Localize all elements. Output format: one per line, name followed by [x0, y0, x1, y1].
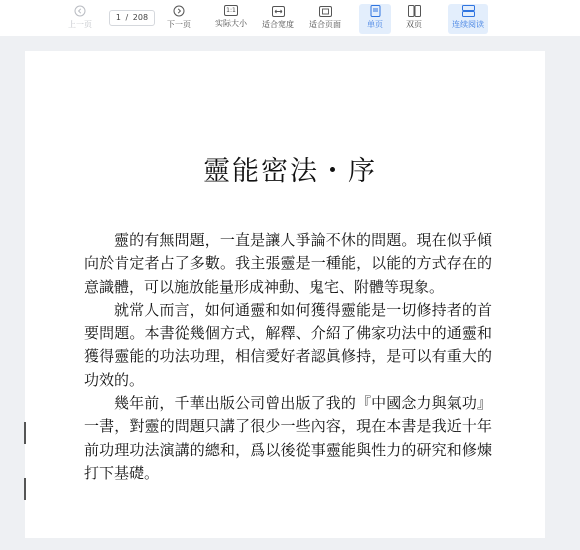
document-body [84, 229, 492, 485]
continuous-reading-icon [461, 5, 475, 17]
margin-mark [24, 478, 26, 500]
single-page-icon [368, 5, 382, 17]
actual-size-label: 实际大小 [215, 19, 247, 28]
chevron-up-icon [73, 5, 87, 17]
page-number-input[interactable] [109, 10, 155, 26]
double-page-label: 双页 [406, 20, 422, 29]
total-pages: 208 [132, 13, 149, 22]
paragraph-1: 靈的有無問題，一直是讓人爭論不休的問題。現在似乎傾向於肯定者占了多數。我主張靈是一種能，以能的方式存在的意識體，可以施放能量形成神動、鬼宅、附體等現象。 [84, 231, 492, 296]
fit-width-icon [271, 5, 285, 17]
toolbar [0, 0, 580, 36]
continuous-reading-button[interactable] [448, 4, 488, 34]
fit-page-icon [318, 5, 332, 17]
fit-page-button[interactable] [305, 4, 345, 34]
document-title: 靈能密法・序 [203, 156, 377, 187]
actual-size-icon [224, 5, 238, 16]
viewer-background [0, 538, 580, 550]
single-page-button[interactable] [359, 4, 391, 34]
fit-width-button[interactable] [258, 4, 298, 34]
next-page-label: 下一页 [167, 20, 191, 29]
paragraph-3: 幾年前，千華出版公司曾出版了我的『中國念力與氣功』一書，對靈的問題只講了很少一些內容，現在本書是我近十年前功理功法演講的總和，爲以後從事靈能與性力的研究和修煉打下基礎。 [84, 394, 492, 482]
paragraph-2: 就常人而言，如何通靈和如何獲得靈能是一切修持者的首要問題。本書從幾個方式，解釋、介紹了佛家功法中的通靈和獲得靈能的功法功理，相信愛好者認眞修持，是可以有重大的功效的。 [84, 300, 492, 389]
actual-size-button[interactable] [211, 4, 251, 34]
double-page-icon [407, 5, 421, 17]
actual-size-icon-text: 1:1 [226, 7, 236, 14]
fit-page-label: 适合页面 [309, 20, 341, 29]
single-page-label: 单页 [367, 20, 383, 29]
current-page: 1 [115, 13, 121, 22]
margin-mark [24, 422, 26, 444]
continuous-reading-label: 连续阅读 [452, 20, 484, 29]
double-page-button[interactable] [396, 4, 432, 34]
fit-width-label: 适合宽度 [262, 20, 294, 29]
chevron-right-icon [172, 5, 186, 17]
next-page-button[interactable] [159, 4, 199, 34]
page-separator: / [125, 13, 129, 22]
prev-page-label: 上一页 [68, 20, 92, 29]
prev-page-button[interactable] [60, 4, 100, 34]
